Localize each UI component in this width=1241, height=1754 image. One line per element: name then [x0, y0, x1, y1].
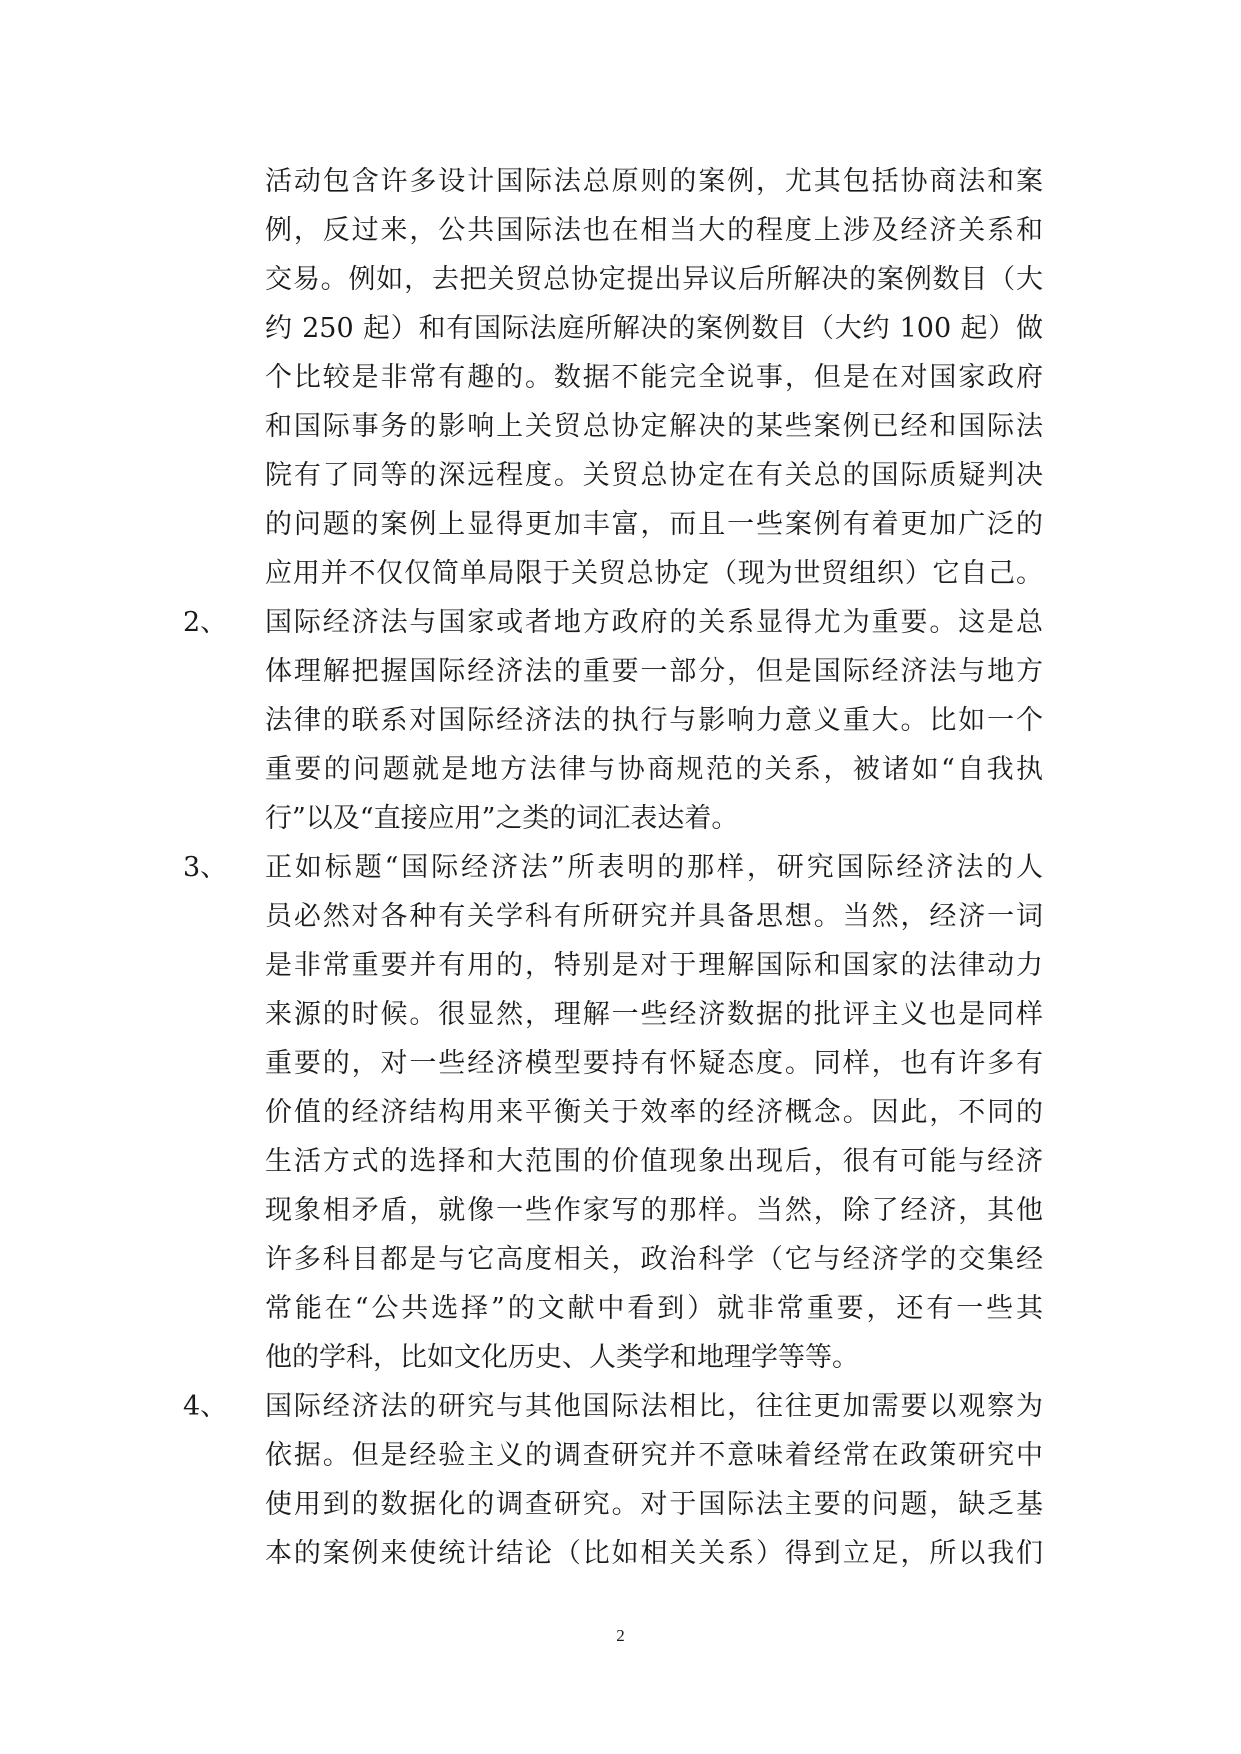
text-line: [183, 794, 1063, 843]
text-line: [183, 500, 1063, 549]
line-text: 交易。例如，去把关贸总协定提出异议后所解决的案例数目（大: [265, 264, 1043, 295]
line-text: 价值的经济结构用来平衡关于效率的经济概念。因此，不同的: [265, 1097, 1043, 1128]
text-line: [183, 304, 1063, 353]
line-text: 来源的时候。很显然，理解一些经济数据的批评主义也是同样: [265, 999, 1043, 1030]
line-text: 他的学科，比如文化历史、人类学和地理学等等。: [265, 1342, 859, 1373]
text-line: [183, 1284, 1063, 1333]
line-text: 的问题的案例上显得更加丰富，而且一些案例有着更加广泛的: [265, 509, 1043, 540]
line-text: 院有了同等的深远程度。关贸总协定在有关总的国际质疑判决: [265, 460, 1043, 491]
line-text: 正如标题“国际经济法”所表明的那样，研究国际经济法的人: [265, 852, 1043, 883]
text-line: [183, 451, 1063, 500]
line-text: 重要的问题就是地方法律与协商规范的关系，被诸如“自我执: [265, 754, 1043, 785]
text-line: [183, 1235, 1063, 1284]
text-line: [183, 353, 1063, 402]
item-number: 4、: [183, 1391, 228, 1422]
line-text: 约 250 起）和有国际法庭所解决的案例数目（大约 100 起）做: [265, 313, 1043, 344]
line-text: 国际经济法与国家或者地方政府的关系显得尤为重要。这是总: [265, 607, 1043, 638]
line-text: 员必然对各种有关学科有所研究并具备思想。当然，经济一词: [265, 901, 1043, 932]
line-text: 现象相矛盾，就像一些作家写的那样。当然，除了经济，其他: [265, 1195, 1043, 1226]
text-line: [183, 255, 1063, 304]
line-text: 国际经济法的研究与其他国际法相比，往往更加需要以观察为: [265, 1391, 1043, 1422]
text-line: [183, 696, 1063, 745]
line-text: 体理解把握国际经济法的重要一部分，但是国际经济法与地方: [265, 656, 1043, 687]
text-line: [183, 941, 1063, 990]
line-text: 个比较是非常有趣的。数据不能完全说事，但是在对国家政府: [265, 362, 1043, 393]
text-line: [183, 647, 1063, 696]
text-line: [183, 157, 1063, 206]
text-line: [183, 549, 1063, 598]
text-line: [183, 1039, 1063, 1088]
text-line: [183, 1186, 1063, 1235]
line-text: 应用并不仅仅简单局限于关贸总协定（现为世贸组织）它自己。: [265, 558, 1043, 589]
line-text: 和国际事务的影响上关贸总协定解决的某些案例已经和国际法: [265, 411, 1043, 442]
line-text: 许多科目都是与它高度相关，政治科学（它与经济学的交集经: [265, 1244, 1043, 1275]
text-line: [183, 598, 1063, 647]
line-text: 重要的，对一些经济模型要持有怀疑态度。同样，也有许多有: [265, 1048, 1043, 1079]
line-text: 常能在“公共选择”的文献中看到）就非常重要，还有一些其: [265, 1293, 1043, 1324]
text-line: [183, 892, 1063, 941]
item-number: 3、: [183, 852, 228, 883]
line-text: 依据。但是经验主义的调查研究并不意味着经常在政策研究中: [265, 1440, 1043, 1471]
line-text: 本的案例来使统计结论（比如相关关系）得到立足，所以我们: [265, 1538, 1043, 1569]
text-line: [183, 1088, 1063, 1137]
line-text: 是非常重要并有用的，特别是对于理解国际和国家的法律动力: [265, 950, 1043, 981]
text-line: [183, 1333, 1063, 1382]
item-number: 2、: [183, 607, 228, 638]
text-line: [183, 843, 1063, 892]
text-line: [183, 206, 1063, 255]
text-line: [183, 745, 1063, 794]
page-number: 2: [616, 1626, 625, 1645]
line-text: 行”以及“直接应用”之类的词汇表达着。: [265, 803, 739, 834]
line-text: 使用到的数据化的调查研究。对于国际法主要的问题，缺乏基: [265, 1489, 1043, 1520]
text-line: [183, 402, 1063, 451]
line-text: 法律的联系对国际经济法的执行与影响力意义重大。比如一个: [265, 705, 1043, 736]
text-line: [183, 1137, 1063, 1186]
text-line: [183, 990, 1063, 1039]
line-text: 活动包含许多设计国际法总原则的案例，尤其包括协商法和案: [265, 166, 1043, 197]
text-line: [183, 1480, 1063, 1529]
body-text: [183, 157, 1063, 1578]
text-line: [183, 1431, 1063, 1480]
text-line: [183, 1382, 1063, 1431]
line-text: 生活方式的选择和大范围的价值现象出现后，很有可能与经济: [265, 1146, 1043, 1177]
line-text: 例，反过来，公共国际法也在相当大的程度上涉及经济关系和: [265, 215, 1043, 246]
text-line: [183, 1529, 1063, 1578]
